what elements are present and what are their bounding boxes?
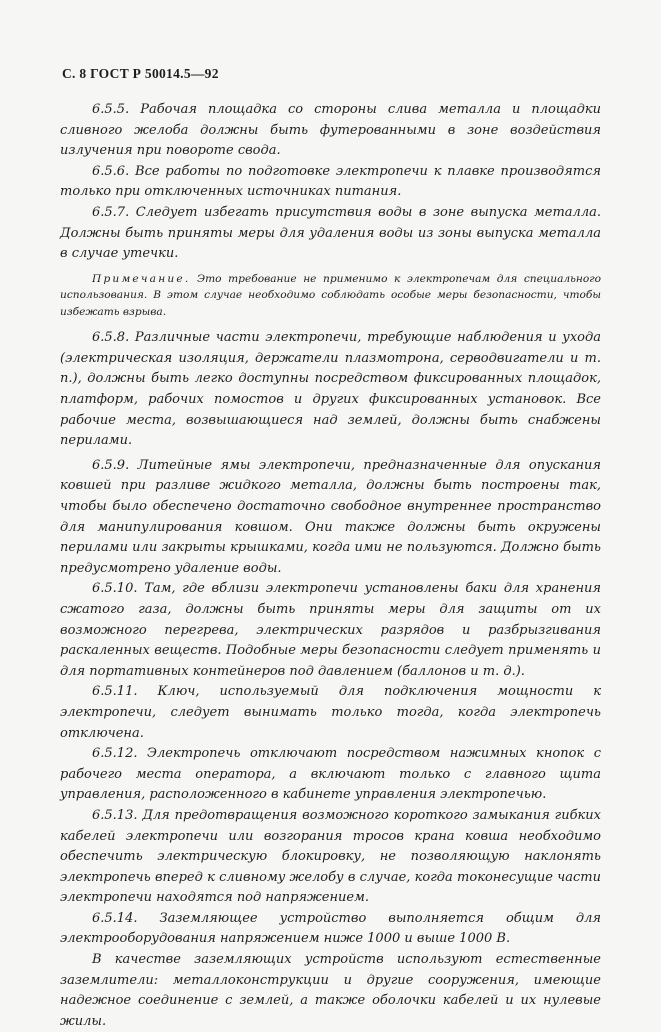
note-text: Это требование не применимо к электропечам для специального использования. В этом случае необходимо соблюдать особые меры безопасности, чтобы избежать взрыва. <box>60 272 601 318</box>
paragraph-6-5-11: 6.5.11. Ключ, используемый для подключения мощности к электропечи, следует вынимать только тогда, когда электропечь отключена. <box>60 684 601 741</box>
paragraph-6-5-5: 6.5.5. Рабочая площадка со стороны слива металла и площадки сливного желоба должны быть футерованными в зоне воздействия излучения при повороте свода. <box>60 102 601 159</box>
paragraph-6-5-6: 6.5.6. Все работы по подготовке электропечи к плавке производятся только при отключенных источниках питания. <box>60 163 601 200</box>
paragraph-6-5-13: 6.5.13. Для предотвращения возможного короткого замыкания гибких кабелей электропечи или возгорания тросов крана ковша необходимо обеспечить электрическую блокировку, не позволяющую наклонять электропечь вперед к сливному желобу в случае, когда токонесущие части электропечи находятся под напряжением. <box>60 807 601 906</box>
paragraph-6-5-10: 6.5.10. Там, где вблизи электропечи установлены баки для хранения сжатого газа, должны быть приняты меры для защиты от их возможного перегрева, электрических разрядов и разбрызгивания раскаленных веществ. Подобные меры безопасности следует применять и для портативных контейнеров под давлением (баллонов и т. д.). <box>60 581 601 679</box>
note <box>60 271 601 321</box>
document-body <box>60 100 601 1032</box>
paragraph-6-5-9: 6.5.9. Литейные ямы электропечи, предназначенные для опускания ковшей при разливе жидкого металла, должны быть построены так, чтобы было обеспечено достаточно свободное внутреннее пространство для манипулирования ковшом. Они также должны быть окружены перилами или закрыты крышками, когда ими не пользуются. Должно быть предусмотрено удаление воды. <box>60 457 601 576</box>
paragraph-grounding: В качестве заземляющих устройств используют естественные заземлители: металлоконструкции и другие сооружения, имеющие надежное соединение с землей, а также оболочки кабелей и их нулевые жилы. <box>60 952 601 1029</box>
paragraph-6-5-12: 6.5.12. Электропечь отключают посредством нажимных кнопок с рабочего места оператора, а включают только с главного щита управления, расположенного в кабинете управления электропечью. <box>60 746 601 803</box>
paragraph-6-5-7: 6.5.7. Следует избегать присутствия воды в зоне выпуска металла. Должны быть приняты меры для удаления воды из зоны выпуска металла в случае утечки. <box>60 204 601 262</box>
note-label: Примечание. <box>92 272 191 285</box>
paragraph-6-5-8: 6.5.8. Различные части электропечи, требующие наблюдения и ухода (электрическая изоляция, держатели плазмотрона, серводвигатели и т. п.), должны быть легко доступны посредством фиксированных площадок, платформ, рабочих помостов и других фиксированных установок. Все рабочие места, возвышающиеся над землей, должны быть снабжены перилами. <box>60 330 601 449</box>
page-header: С. 8 ГОСТ Р 50014.5—92 <box>62 66 219 81</box>
paragraph-6-5-14: 6.5.14. Заземляющее устройство выполняется общим для электрооборудования напряжением ниже 1000 и выше 1000 В. <box>60 910 601 947</box>
